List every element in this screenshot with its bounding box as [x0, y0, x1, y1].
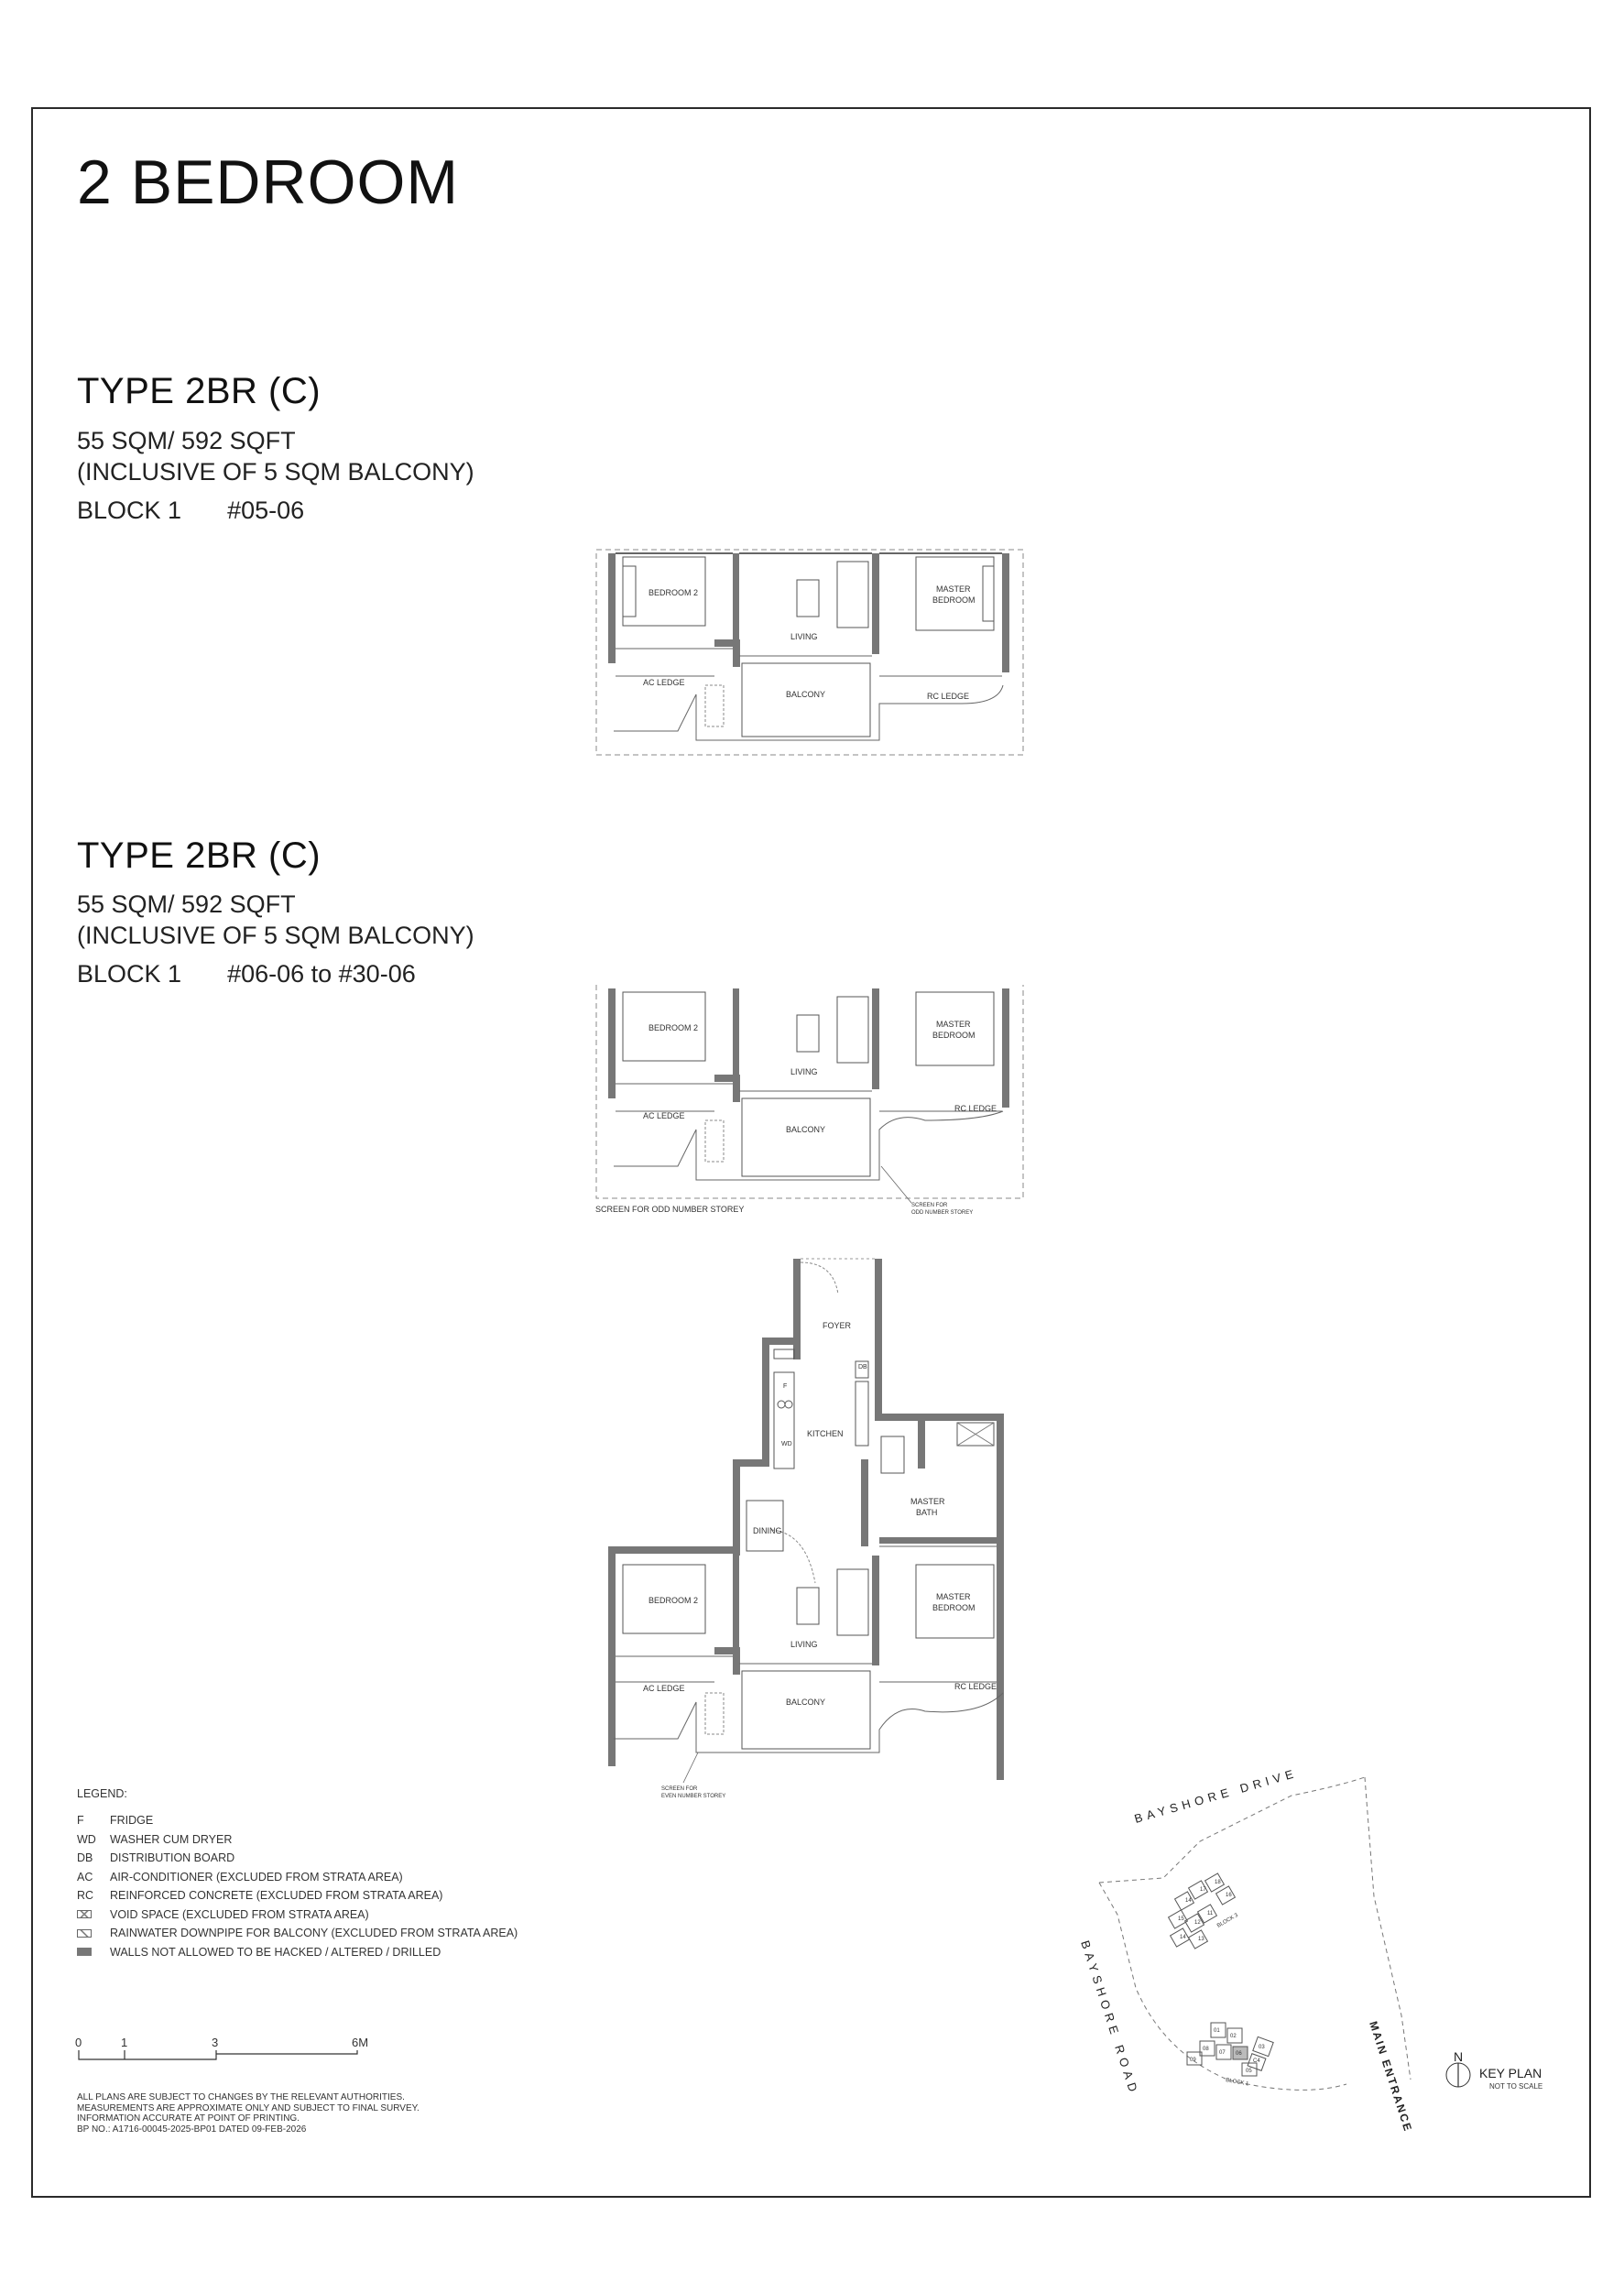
unit-note: (INCLUSIVE OF 5 SQM BALCONY): [77, 458, 474, 486]
label-foyer: FOYER: [823, 1321, 852, 1330]
unit-area: 55 SQM/ 592 SQFT: [77, 890, 296, 918]
label-screen-for: SCREEN FOR: [661, 1786, 698, 1792]
label-bedroom2: BEDROOM 2: [649, 1023, 699, 1032]
legend-text: RAINWATER DOWNPIPE FOR BALCONY (EXCLUDED FROM STRATA AREA): [110, 1927, 518, 1940]
main-entrance-label: MAIN ENTRANCE: [1367, 2019, 1415, 2135]
unit-block: [77, 497, 304, 525]
b1-unit: 06: [1236, 2051, 1242, 2057]
unit-number: #05-06: [227, 497, 305, 524]
legend-item: [77, 1905, 518, 1925]
legend-text: AIR-CONDITIONER (EXCLUDED FROM STRATA AREA): [110, 1870, 403, 1884]
scale-tick-6: 6M: [352, 2036, 369, 2049]
legend-text: DISTRIBUTION BOARD: [110, 1851, 235, 1865]
label-balcony: BALCONY: [786, 690, 826, 699]
disclaimer: [77, 2092, 420, 2135]
label-even-storey: EVEN NUMBER STOREY: [661, 1794, 726, 1799]
b1-unit: 01: [1214, 2028, 1220, 2034]
label-wd: WD: [781, 1441, 792, 1447]
b1-unit: 07: [1219, 2050, 1226, 2056]
page-title: 2 BEDROOM: [77, 147, 460, 217]
b3-unit: 15: [1178, 1916, 1184, 1922]
label-bedroom2: BEDROOM 2: [649, 588, 699, 597]
legend-text: REINFORCED CONCRETE (EXCLUDED FROM STRATA AREA): [110, 1889, 443, 1903]
b1-unit: 08: [1203, 2047, 1209, 2052]
label-db: DB: [858, 1364, 867, 1370]
b3-unit: 11: [1207, 1911, 1214, 1916]
unit-number: #06-06 to #30-06: [227, 960, 416, 988]
block-name: BLOCK 1: [77, 960, 182, 988]
legend: [77, 1787, 518, 1961]
scale-tick-1: 1: [121, 2036, 128, 2049]
block-3-label: BLOCK 3: [1216, 1912, 1239, 1929]
b1-unit: 03: [1259, 2045, 1265, 2050]
block-1-label: BLOCK 1: [1225, 2078, 1249, 2088]
b3-unit: 14: [1180, 1935, 1186, 1940]
scale-tick-3: 3: [212, 2036, 219, 2049]
road-bayshore-drive: BAYSHORE DRIVE: [1132, 1765, 1300, 1826]
legend-key: AC: [77, 1870, 93, 1884]
legend-text: WALLS NOT ALLOWED TO BE HACKED / ALTERED / DRILLED: [110, 1945, 441, 1959]
label-screen-for: SCREEN FOR: [911, 1203, 948, 1208]
scale-bar: [77, 2036, 379, 2063]
b3-unit: 14: [1185, 1898, 1192, 1904]
label-living: LIVING: [790, 1067, 818, 1076]
downpipe-swatch: [77, 1929, 92, 1938]
disclaimer-line: ALL PLANS ARE SUBJECT TO CHANGES BY THE RELEVANT AUTHORITIES.: [77, 2092, 405, 2102]
key-plan-sublabel: NOT TO SCALE: [1489, 2082, 1543, 2091]
key-plan: [1063, 1750, 1557, 2135]
disclaimer-line: MEASUREMENTS ARE APPROXIMATE ONLY AND SUBJECT TO FINAL SURVEY.: [77, 2102, 420, 2113]
label-balcony: BALCONY: [786, 1698, 826, 1707]
block-name: BLOCK 1: [77, 497, 182, 524]
label-dining: DINING: [753, 1526, 782, 1535]
label-living: LIVING: [790, 1640, 818, 1649]
label-rc-ledge: RC LEDGE: [927, 692, 970, 701]
legend-text: VOID SPACE (EXCLUDED FROM STRATA AREA): [110, 1907, 369, 1921]
legend-key: RC: [77, 1889, 94, 1903]
legend-item: [77, 1886, 518, 1905]
b3-unit: 18: [1215, 1880, 1221, 1885]
label-ac-ledge: AC LEDGE: [643, 678, 685, 687]
label-bath-1: MASTER: [910, 1497, 945, 1506]
label-master-2: BEDROOM: [932, 595, 975, 605]
label-rc-ledge: RC LEDGE: [954, 1682, 997, 1691]
legend-item: [77, 1849, 518, 1868]
b1-unit: 02: [1230, 2034, 1237, 2039]
key-plan-label: KEY PLAN: [1479, 2066, 1542, 2080]
label-kitchen: KITCHEN: [807, 1429, 844, 1438]
unit-note: (INCLUSIVE OF 5 SQM BALCONY): [77, 922, 474, 949]
label-master-2: BEDROOM: [932, 1603, 975, 1612]
legend-key: WD: [77, 1832, 96, 1846]
legend-key: DB: [77, 1851, 93, 1865]
legend-heading: LEGEND:: [77, 1787, 127, 1800]
label-bath-2: BATH: [916, 1508, 938, 1517]
label-bedroom2: BEDROOM 2: [649, 1596, 699, 1605]
label-balcony: BALCONY: [786, 1125, 826, 1134]
label-master-1: MASTER: [936, 1020, 971, 1029]
legend-item: [77, 1811, 518, 1830]
label-living: LIVING: [790, 632, 818, 641]
label-master-1: MASTER: [936, 1592, 971, 1601]
label-f: F: [783, 1383, 788, 1390]
disclaimer-line: INFORMATION ACCURATE AT POINT OF PRINTING.: [77, 2113, 300, 2124]
north-label: N: [1454, 2049, 1464, 2064]
label-screen-odd: SCREEN FOR ODD NUMBER STOREY: [595, 1205, 745, 1214]
hacking-wall-swatch: [77, 1948, 92, 1956]
legend-key: F: [77, 1814, 84, 1828]
unit-type-title: TYPE 2BR (C): [77, 371, 322, 411]
legend-item: [77, 1830, 518, 1850]
legend-item: [77, 1924, 518, 1943]
void-space-swatch: [77, 1910, 92, 1918]
b3-unit: 12: [1194, 1920, 1201, 1926]
b3-unit: 13: [1198, 1937, 1204, 1942]
unit-area: 55 SQM/ 592 SQFT: [77, 427, 296, 454]
floor-plan-05-06: [595, 548, 1026, 759]
floor-plan-full: [595, 1253, 1026, 1830]
b1-unit: C4: [1253, 2058, 1260, 2064]
legend-text: FRIDGE: [110, 1814, 154, 1828]
label-odd-storey: ODD NUMBER STOREY: [911, 1210, 974, 1216]
legend-item: [77, 1868, 518, 1887]
label-rc-ledge: RC LEDGE: [954, 1104, 997, 1113]
legend-item: [77, 1943, 518, 1962]
unit-type-title: TYPE 2BR (C): [77, 835, 322, 876]
label-ac-ledge: AC LEDGE: [643, 1684, 685, 1693]
unit-block: [77, 960, 416, 988]
label-ac-ledge: AC LEDGE: [643, 1111, 685, 1120]
disclaimer-line: BP NO.: A1716-00045-2025-BP01 DATED 09-FEB-2026: [77, 2124, 307, 2135]
road-bayshore-road: BAYSHORE ROAD: [1078, 1938, 1142, 2098]
b3-unit: 16: [1226, 1893, 1232, 1898]
b3-unit: 17: [1200, 1887, 1206, 1893]
label-master-1: MASTER: [936, 584, 971, 594]
floor-plan-06-30-partial: [595, 983, 1026, 1221]
b1-unit: 05: [1246, 2069, 1252, 2074]
b1-unit: 09: [1190, 2058, 1196, 2063]
legend-text: WASHER CUM DRYER: [110, 1832, 233, 1846]
label-master-2: BEDROOM: [932, 1031, 975, 1040]
scale-tick-0: 0: [75, 2036, 82, 2049]
